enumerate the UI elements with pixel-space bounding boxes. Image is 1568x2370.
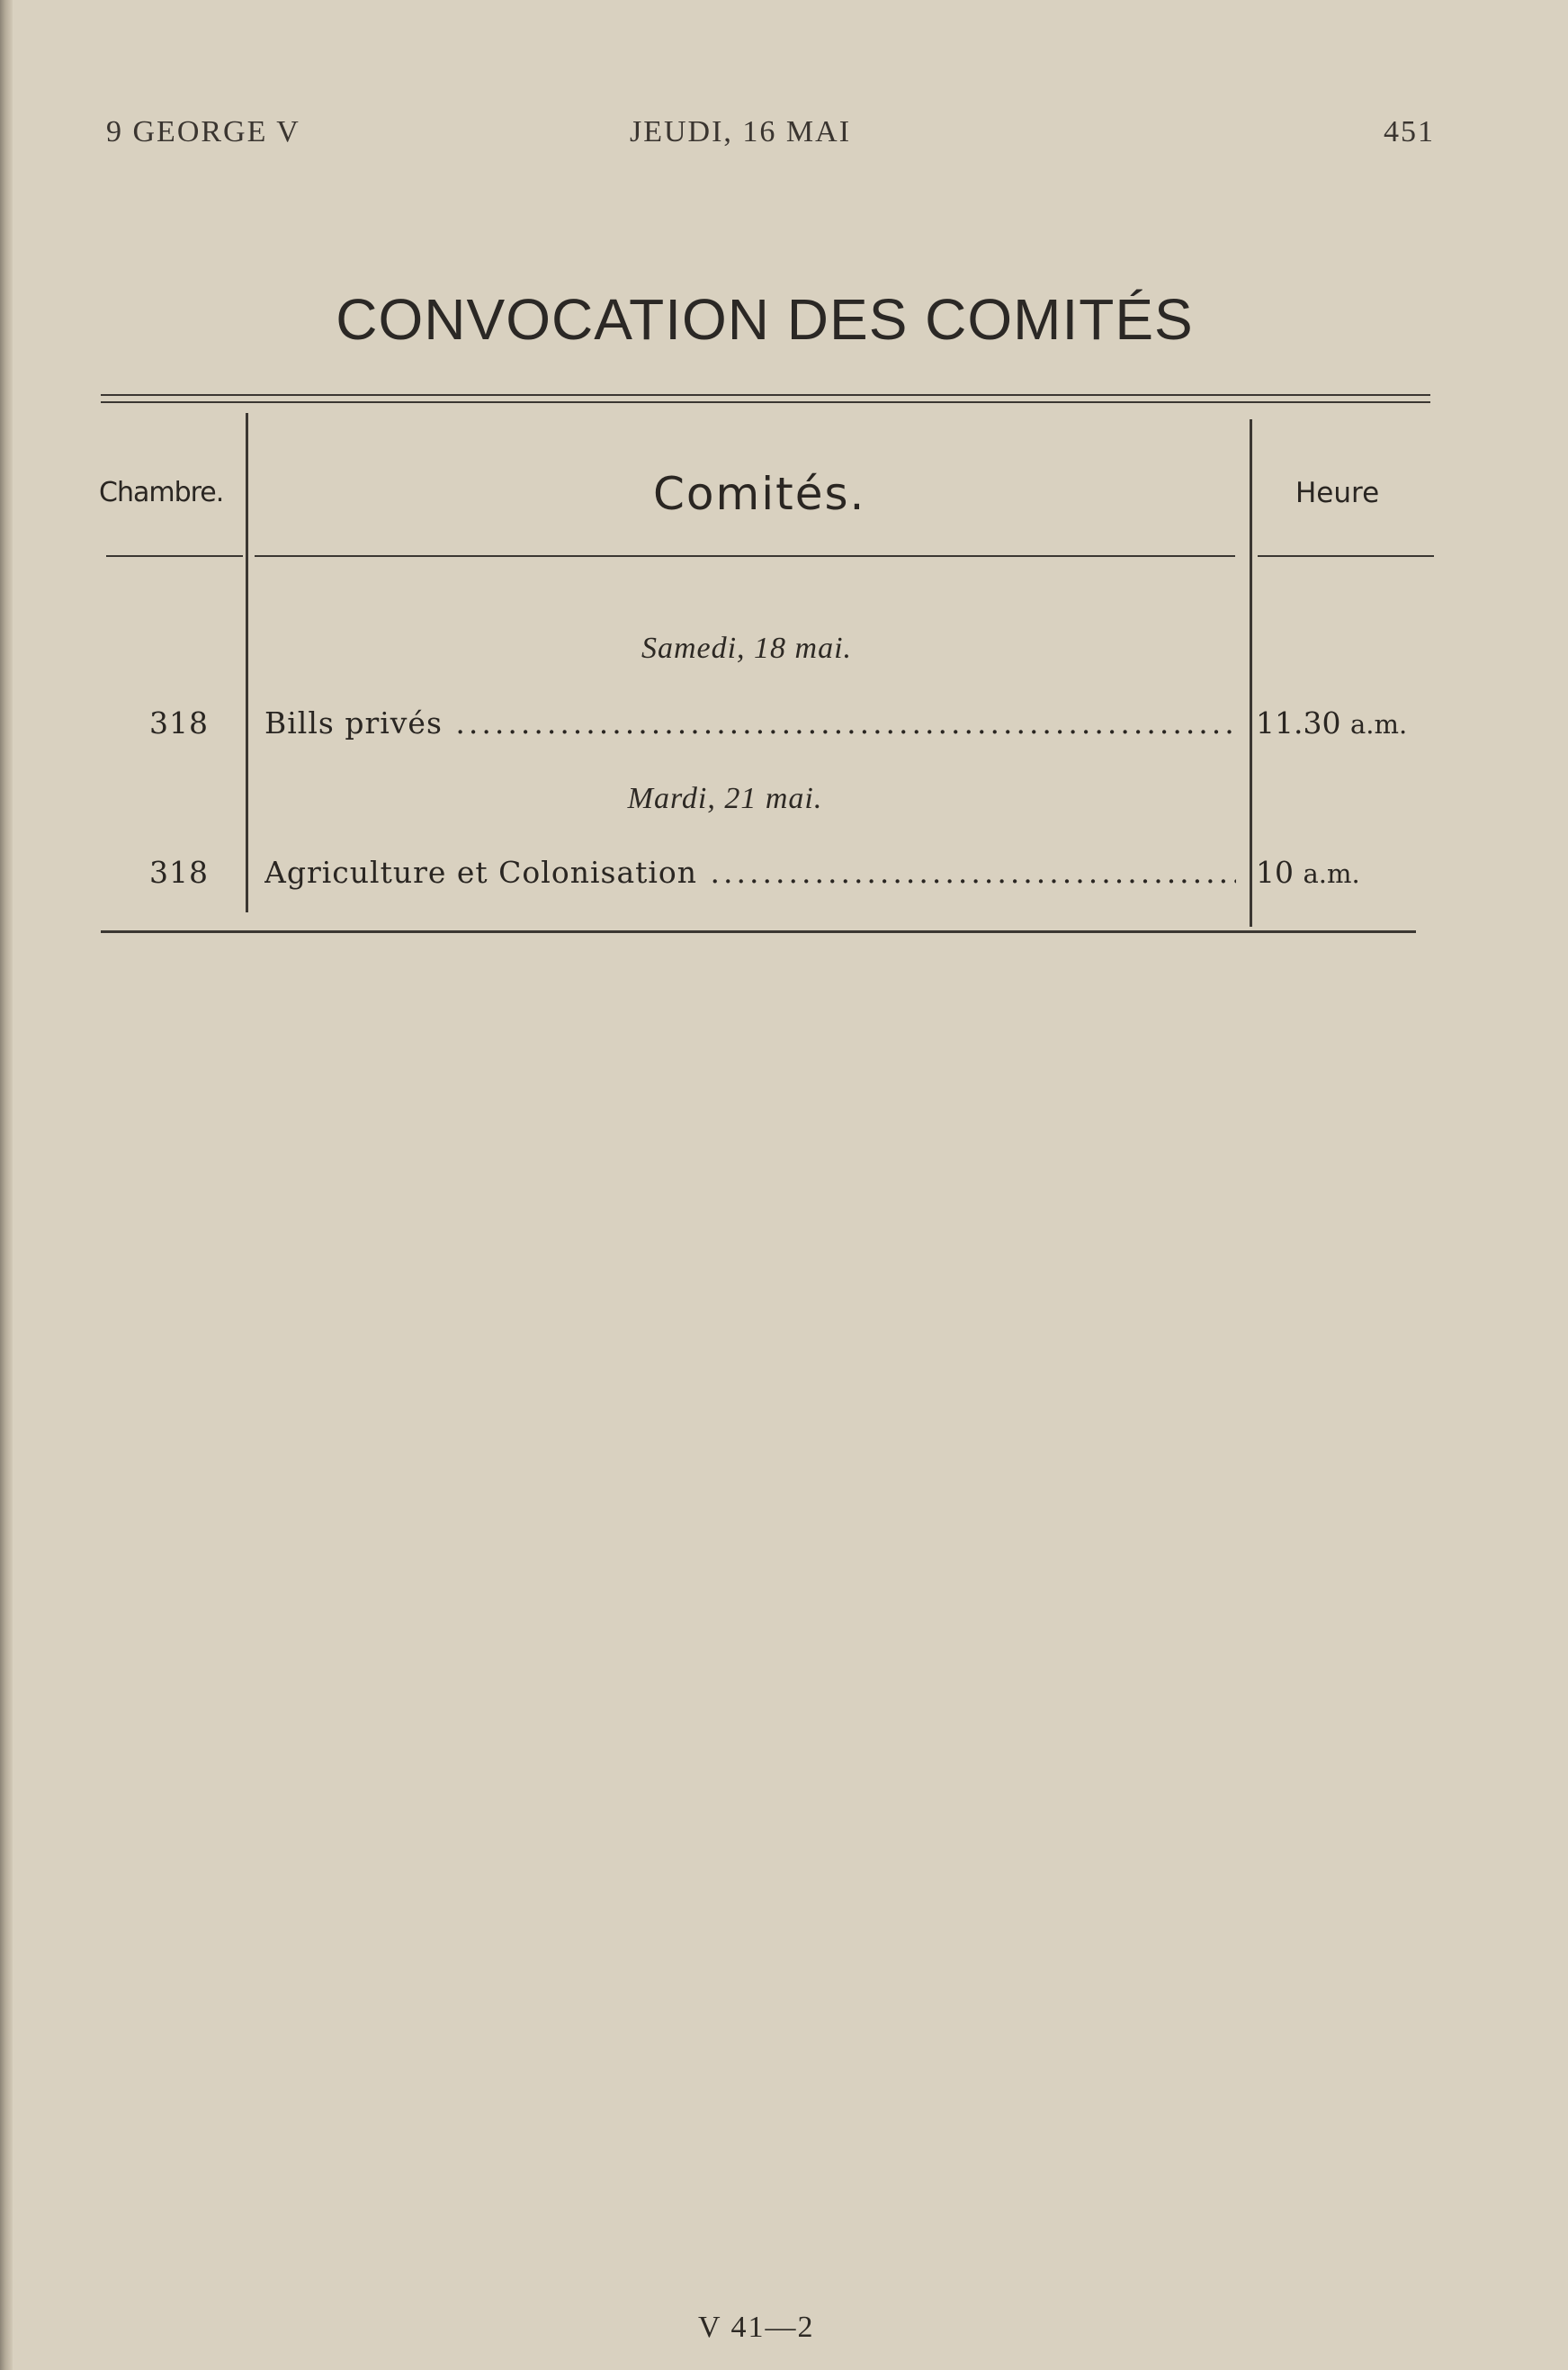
row-heure-value: 11.30 xyxy=(1256,705,1341,741)
running-head-center: JEUDI, 16 MAI xyxy=(630,115,852,148)
column-header-comites: Comités. xyxy=(653,468,866,520)
page-title: CONVOCATION DES COMITÉS xyxy=(336,287,1194,352)
header-underline-comites xyxy=(255,555,1235,557)
row-heure-value: 10 xyxy=(1256,855,1294,890)
row-comite: Agriculture et Colonisation ..... xyxy=(264,855,1236,890)
header-underline-chambre xyxy=(106,555,243,557)
row-comite: Bills privés ..... xyxy=(264,705,1236,741)
row-heure xyxy=(1256,705,1407,741)
title-rule-lower xyxy=(101,401,1430,403)
day-heading: Mardi, 21 mai. xyxy=(627,782,823,815)
row-heure-unit: a.m. xyxy=(1303,858,1360,889)
column-header-chambre: Chambre. xyxy=(99,477,224,508)
header-underline-heure xyxy=(1258,555,1434,557)
column-header-heure: Heure xyxy=(1295,477,1380,509)
day-heading: Samedi, 18 mai. xyxy=(641,632,853,665)
row-heure-unit: a.m. xyxy=(1349,709,1408,740)
column-divider-2 xyxy=(1250,419,1252,927)
table-row xyxy=(0,705,1568,745)
row-heure xyxy=(1256,855,1360,890)
page-edge xyxy=(0,0,13,2370)
row-chambre: 318 xyxy=(149,855,209,890)
running-head-left: 9 GEORGE V xyxy=(106,115,300,148)
row-chambre: 318 xyxy=(149,705,209,741)
table-row xyxy=(0,855,1568,894)
title-rule-upper xyxy=(101,394,1430,396)
table-bottom-rule xyxy=(101,930,1416,933)
column-divider-1 xyxy=(246,413,248,912)
page-number: 451 xyxy=(1384,115,1435,148)
signature-mark: V 41—2 xyxy=(698,2311,815,2344)
